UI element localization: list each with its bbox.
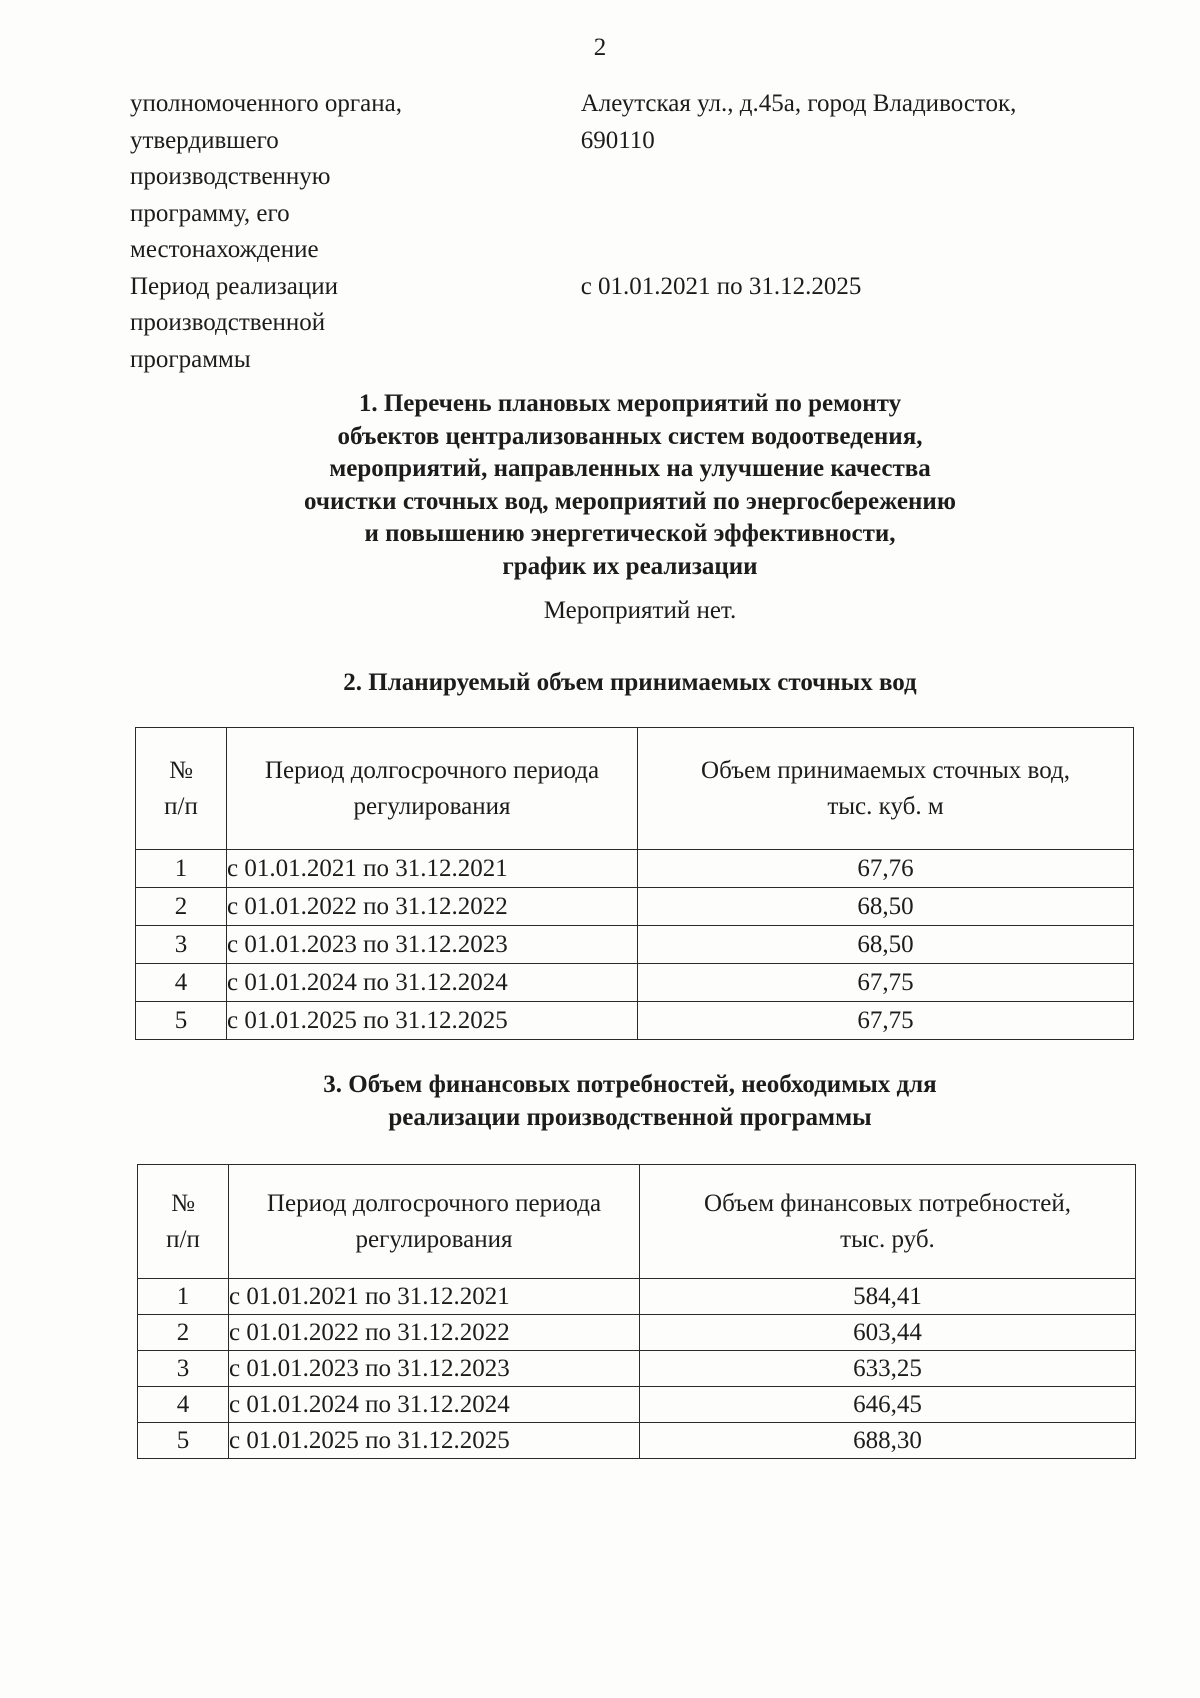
- header-line: Объем финансовых потребностей,: [704, 1189, 1071, 1217]
- row-num: 4: [136, 964, 227, 1002]
- section1-title: [200, 388, 1060, 583]
- row-num: 2: [136, 888, 227, 926]
- row-period: с 01.01.2021 по 31.12.2021: [227, 850, 638, 888]
- row-num: 4: [138, 1387, 229, 1423]
- section1-title-line: объектов централизованных систем водоотведения,: [337, 422, 923, 450]
- header-value: [640, 1165, 1136, 1279]
- info-value-line: с 01.01.2021 по 31.12.2025: [580, 272, 862, 300]
- header-line: №: [169, 756, 193, 784]
- info-value-line: Алеутская ул., д.45а, город Владивосток,: [580, 90, 1017, 117]
- section3-title-line: 3. Объем финансовых потребностей, необходимых для: [323, 1071, 937, 1098]
- table-header-row: [136, 728, 1134, 850]
- row-value: 603,44: [640, 1315, 1136, 1351]
- table-row: [138, 1423, 1136, 1459]
- row-period: с 01.01.2021 по 31.12.2021: [229, 1279, 640, 1315]
- section1-title-line: график их реализации: [502, 552, 758, 580]
- section2-title: 2. Планируемый объем принимаемых сточных вод: [343, 669, 917, 696]
- info-label-line: программу, его: [130, 199, 290, 227]
- row-period: с 01.01.2023 по 31.12.2023: [229, 1351, 640, 1387]
- info-value-line: 690110: [580, 126, 655, 154]
- header-line: п/п: [166, 1225, 200, 1253]
- table-row: [138, 1315, 1136, 1351]
- table-row: [136, 926, 1134, 964]
- row-num: 1: [138, 1279, 229, 1315]
- table-header-row: [138, 1165, 1136, 1279]
- row-period: с 01.01.2023 по 31.12.2023: [227, 926, 638, 964]
- row-value: 68,50: [638, 888, 1134, 926]
- header-period: [229, 1165, 640, 1279]
- section1-title-line: очистки сточных вод, мероприятий по энергосбережению: [304, 487, 956, 515]
- section1-note: Мероприятий нет.: [543, 597, 737, 624]
- row-period: с 01.01.2025 по 31.12.2025: [227, 1002, 638, 1040]
- row-value: 67,75: [638, 1002, 1134, 1040]
- section1-title-line: 1. Перечень плановых мероприятий по ремонту: [358, 390, 902, 417]
- table-row: [136, 1002, 1134, 1040]
- info-value: [581, 86, 1030, 269]
- row-period: с 01.01.2024 по 31.12.2024: [227, 964, 638, 1002]
- info-label-line: программы: [130, 345, 251, 373]
- header-value: [638, 728, 1134, 850]
- table-row: [136, 888, 1134, 926]
- table-row: [136, 850, 1134, 888]
- info-label-line: производственную: [130, 163, 331, 190]
- row-value: 67,76: [638, 850, 1134, 888]
- table-row: [138, 1279, 1136, 1315]
- info-label-line: уполномоченного органа,: [130, 90, 402, 117]
- section3-title: [200, 1069, 1060, 1134]
- financial-needs-table: [137, 1164, 1136, 1459]
- info-label: [130, 86, 450, 269]
- row-value: 584,41: [640, 1279, 1136, 1315]
- row-period: с 01.01.2022 по 31.12.2022: [227, 888, 638, 926]
- header-num: [136, 728, 227, 850]
- header-line: п/п: [164, 792, 198, 820]
- header-line: Объем принимаемых сточных вод,: [701, 756, 1070, 784]
- wastewater-volume-table: [135, 727, 1134, 1040]
- info-label-line: производственной: [130, 309, 326, 336]
- header-line: №: [171, 1189, 195, 1217]
- row-value: 633,25: [640, 1351, 1136, 1387]
- table-row: [138, 1387, 1136, 1423]
- info-label-line: Период реализации: [130, 272, 338, 300]
- row-value: 646,45: [640, 1387, 1136, 1423]
- section1-title-line: мероприятий, направленных на улучшение качества: [329, 455, 931, 482]
- header-line: регулирования: [353, 792, 511, 820]
- program-info: [130, 86, 1030, 378]
- row-num: 3: [136, 926, 227, 964]
- page-number: 2: [593, 34, 607, 61]
- info-label-line: местонахождение: [130, 236, 319, 263]
- row-value: 67,75: [638, 964, 1134, 1002]
- info-label-line: утвердившего: [130, 126, 279, 154]
- row-value: 688,30: [640, 1423, 1136, 1459]
- row-num: 1: [136, 850, 227, 888]
- section1-title-line: и повышению энергетической эффективности,: [364, 520, 896, 547]
- header-num: [138, 1165, 229, 1279]
- info-row-period: [130, 269, 1030, 379]
- row-period: с 01.01.2022 по 31.12.2022: [229, 1315, 640, 1351]
- info-label: [130, 269, 450, 379]
- row-num: 5: [138, 1423, 229, 1459]
- header-line: Период долгосрочного периода: [264, 756, 600, 784]
- info-row-authority: [130, 86, 1030, 269]
- header-line: Период долгосрочного периода: [266, 1189, 602, 1217]
- header-line: тыс. руб.: [840, 1225, 935, 1253]
- row-num: 2: [138, 1315, 229, 1351]
- header-line: регулирования: [355, 1225, 513, 1253]
- table-row: [138, 1351, 1136, 1387]
- header-period: [227, 728, 638, 850]
- row-num: 5: [136, 1002, 227, 1040]
- table-row: [136, 964, 1134, 1002]
- row-value: 68,50: [638, 926, 1134, 964]
- section3-title-line: реализации производственной программы: [388, 1103, 872, 1131]
- info-value: [581, 269, 1030, 379]
- row-num: 3: [138, 1351, 229, 1387]
- header-line: тыс. куб. м: [827, 792, 944, 820]
- row-period: с 01.01.2025 по 31.12.2025: [229, 1423, 640, 1459]
- row-period: с 01.01.2024 по 31.12.2024: [229, 1387, 640, 1423]
